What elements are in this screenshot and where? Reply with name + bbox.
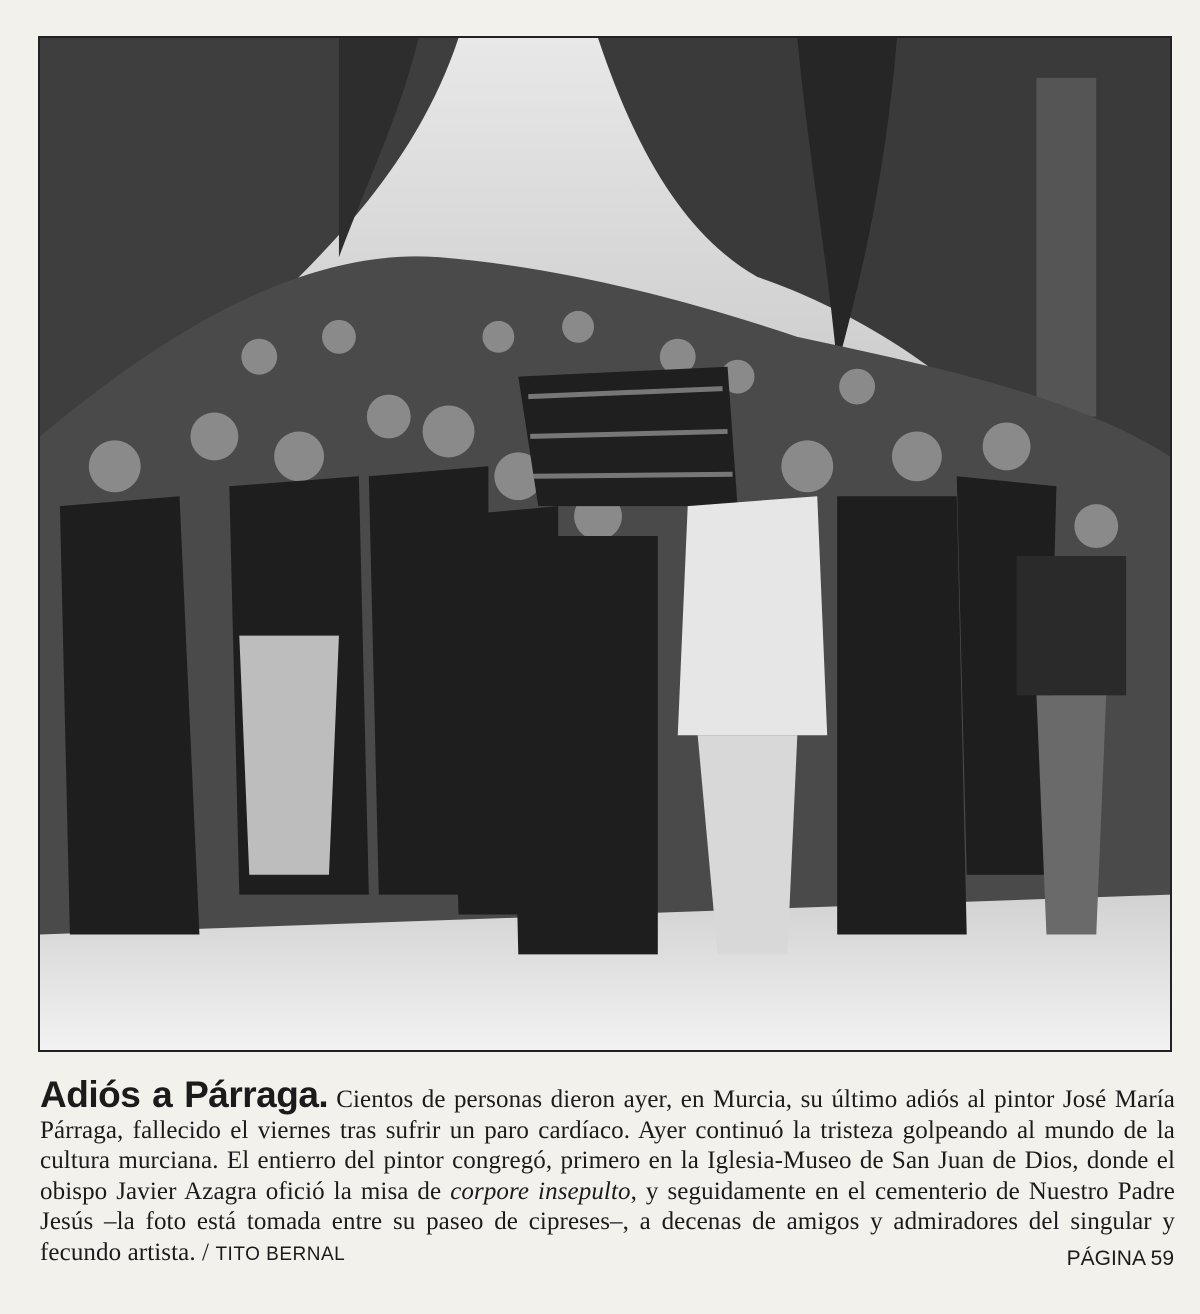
caption-body-part2: , y seguidamente en el cementerio de Nuestro Padre Jesús –la foto está tomada entre su paseo de cipreses–, a decenas de amigos y admiradores del singular y fecundo artista. / <box>40 1177 1175 1266</box>
photo-caption <box>40 1074 1175 1270</box>
photo-credit: TITO BERNAL <box>215 1243 346 1265</box>
caption-headline: Adiós a Párraga. <box>40 1074 329 1115</box>
news-photo <box>38 36 1172 1052</box>
funeral-procession-photo <box>40 38 1170 1050</box>
caption-body-part1: Cientos de personas dieron ayer, en Murcia, su último adiós al pintor José María Párraga, fallecido el viernes tras sufrir un paro cardíaco. Ayer continuó la tristeza golpeando al mundo de la cultura murciana. El entierro del pintor congregó, primero en la Iglesia-Museo de San Juan de Dios, donde el obispo Javier Azagra ofició la misa de <box>40 1086 1175 1205</box>
page-reference: PÁGINA 59 <box>1066 1247 1174 1270</box>
caption-body-italic: corpore insepulto <box>450 1177 631 1205</box>
